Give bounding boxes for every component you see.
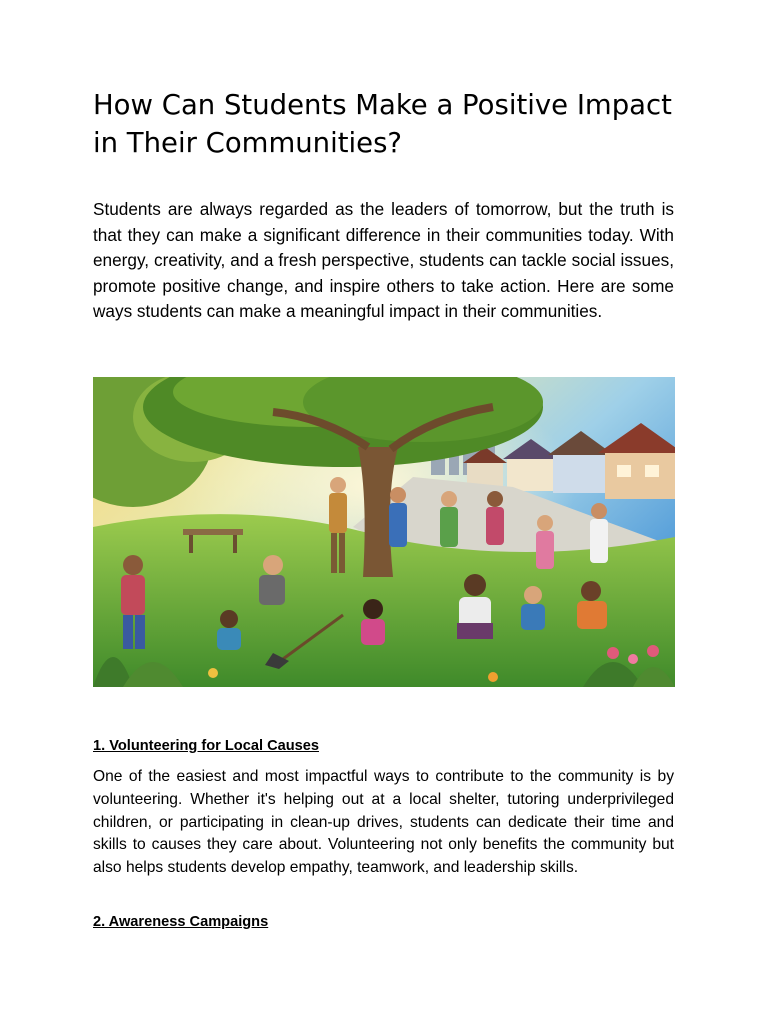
intro-paragraph: Students are always regarded as the leaders of tomorrow, but the truth is that they can make a significant difference in their communities today. With energy, creativity, and a fresh perspective, students can tackle social issues, promote positive change, and inspire others to take action. Here are some ways students can make a meaningful impact in their communities.: [93, 199, 674, 322]
community-garden-illustration: [93, 377, 675, 687]
article-title: How Can Students Make a Positive Impact in Their Communities?: [93, 89, 672, 159]
section-heading-volunteering: 1. Volunteering for Local Causes: [93, 738, 319, 754]
picnic-table: [183, 529, 243, 535]
volunteering-paragraph: One of the easiest and most impactful ways to contribute to the community is by volunteering. Whether it's helping out at a local shelter, tutoring underprivileged children, or participating in clean-up drives, students can dedicate their time and skills to causes they care about. Volunteering not only benefits the community but also helps students develop empathy, teamwork, and leadership skills.: [93, 768, 674, 877]
section-heading-awareness: 2. Awareness Campaigns: [93, 914, 269, 930]
illustration-svg: [93, 377, 675, 687]
